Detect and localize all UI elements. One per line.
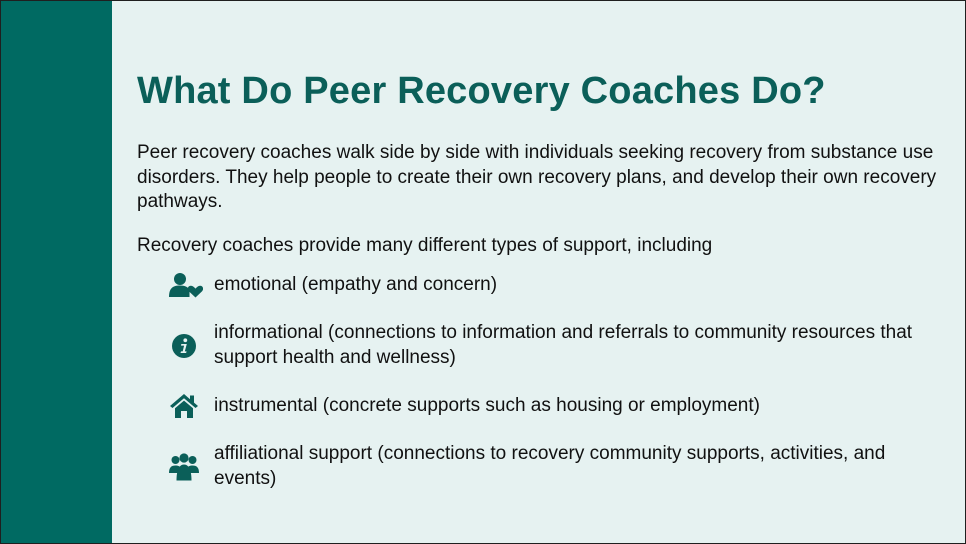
accent-side-bar (1, 1, 112, 543)
slide-title: What Do Peer Recovery Coaches Do? (137, 70, 826, 112)
lead-paragraph: Recovery coaches provide many different types of support, including (137, 234, 713, 256)
slide-content (137, 67, 937, 510)
support-text: instrumental (concrete supports such as housing or employment) (214, 394, 760, 416)
list-item-informational (169, 321, 937, 370)
support-list (169, 268, 937, 491)
group-icon (169, 450, 214, 484)
person-heart-icon (169, 268, 214, 302)
support-text: emotional (empathy and concern) (214, 273, 498, 295)
support-text: informational (connections to information and referrals to community resources that support health and wellness) (214, 322, 913, 368)
info-icon (169, 329, 214, 363)
intro-paragraph: Peer recovery coaches walk side by side with individuals seeking recovery from substance use disorders. They help people to create their own recovery plans, and develop their own recovery pathways. (137, 142, 937, 212)
list-item-affiliational (169, 442, 937, 491)
list-item-instrumental (169, 389, 937, 423)
list-item-emotional (169, 268, 937, 302)
home-icon (169, 389, 214, 423)
support-text: affiliational support (connections to recovery community supports, activities, and events) (214, 443, 886, 489)
